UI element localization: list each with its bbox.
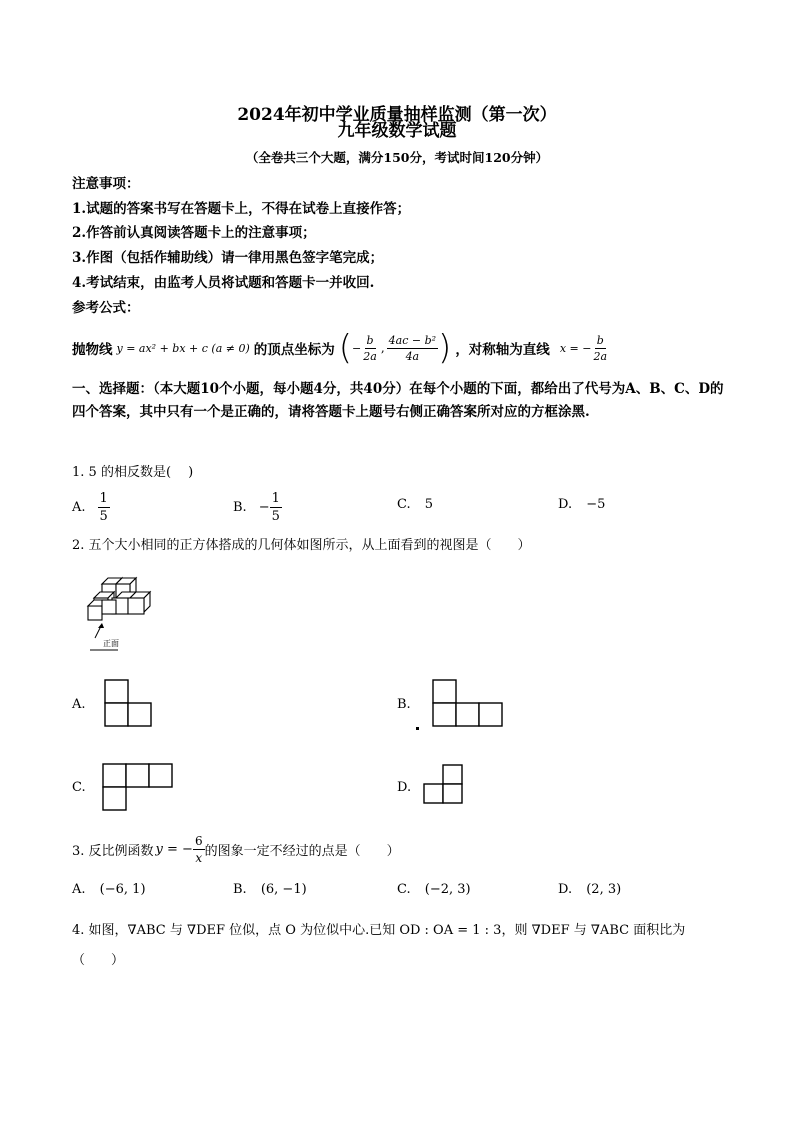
- q2-option-b-label: B.: [397, 697, 411, 712]
- q1-option-c[interactable]: C. 5: [397, 497, 434, 512]
- page-title: 2024年初中学业质量抽样监测（第一次）: [237, 105, 557, 125]
- vertex-x-fraction: $\frac{b}{2a}$: [363, 333, 377, 363]
- q1-option-d[interactable]: D. −5: [558, 497, 606, 512]
- formula-vertex-text: 的顶点坐标为: [253, 342, 335, 358]
- q2-option-a[interactable]: [102, 678, 154, 728]
- q3-option-d[interactable]: D. (2, 3): [558, 882, 622, 897]
- q2-option-c[interactable]: [100, 762, 176, 812]
- exam-info: （全卷共三个大题，满分150分，考试时间120分钟）: [245, 150, 549, 165]
- note-item-4: 4.考试结束，由监考人员将试题和答题卡一并收回.: [72, 275, 375, 291]
- q2-option-b[interactable]: [430, 678, 506, 728]
- paren-left-icon: (: [338, 328, 353, 368]
- q1-a-fraction: $\frac{1}{5}$: [99, 490, 108, 524]
- vertex-y-fraction: $\frac{\text{4ac − b²}}{4a}$: [388, 333, 437, 363]
- stray-dot: [416, 727, 419, 730]
- paren-right-icon: ): [438, 328, 452, 368]
- note-item-3: 3.作图（包括作辅助线）请一律用黑色签字笔完成；: [72, 250, 384, 266]
- q3-option-a[interactable]: A. (−6, 1): [72, 882, 146, 897]
- q2-option-d[interactable]: [422, 763, 466, 805]
- q1-stem: 1. 5 的相反数是( ): [72, 465, 194, 480]
- q4-answer-paren: （ ）: [72, 953, 125, 968]
- q3-option-c[interactable]: C. (−2, 3): [397, 882, 471, 897]
- q4-stem: 4. 如图，∇ABC 与 ∇DEF 位似，点 O 为位似中心.已知 OD : OA = 1 : 3，则 ∇DEF 与 ∇ABC 面积比为: [72, 923, 686, 938]
- notes-heading: 注意事项：: [72, 176, 140, 192]
- reference-formula: 抛物线 y = ax² + bx + c (a ≠ 0) 的顶点坐标为 ( − $\frac{b}{2a}$ , $\frac{\text{4ac − b²}}{4a}$ ) ，对称轴为直线 x = − $\frac{b}{2a}$: [72, 328, 608, 368]
- q3-stem: 3. 反比例函数 y = − $\frac{6}{x}$ 的图象一定不经过的点是（ ）: [72, 833, 400, 865]
- formula-axis-text: ，对称轴为直线: [455, 342, 550, 358]
- formula-parabola: y = ax² + bx + c (a ≠ 0): [116, 341, 250, 355]
- q2-option-c-label: C.: [72, 780, 86, 795]
- section1-instructions: 一、选择题：（本大题10个小题，每小题4分，共40分）在每个小题的下面，都给出了代号为A、B、C、D的四个答案，其中只有一个是正确的，请将答题卡上题号右侧正确答案所对应的方框涂黑.: [72, 381, 724, 420]
- axis-fraction: $\frac{b}{2a}$: [593, 333, 608, 363]
- q3-option-b[interactable]: B. (6, −1): [233, 882, 307, 897]
- q2-cube-figure: [80, 572, 170, 662]
- formula-axis-lhs: x = −: [559, 341, 592, 355]
- note-item-2: 2.作答前认真阅读答题卡上的注意事项；: [72, 225, 316, 241]
- q1-b-fraction: $\frac{1}{5}$: [271, 490, 280, 524]
- q2-option-d-label: D.: [397, 780, 412, 795]
- q3-fraction: $\frac{6}{x}$: [194, 833, 203, 865]
- q2-stem: 2. 五个大小相同的正方体搭成的几何体如图所示，从上面看到的视图是（ ）: [72, 538, 531, 553]
- formula-prefix: 抛物线: [72, 342, 113, 358]
- exam-title: 九年级数学试题: [337, 121, 457, 141]
- formula-heading: 参考公式：: [72, 300, 140, 316]
- q1-option-b[interactable]: B. − $\frac{1}{5}$: [233, 490, 280, 524]
- note-item-1: 1.试题的答案书写在答题卡上，不得在试卷上直接作答；: [72, 201, 411, 217]
- q1-option-a[interactable]: A. $\frac{1}{5}$: [72, 490, 108, 524]
- q2-option-a-label: A.: [72, 697, 86, 712]
- q2-front-label: 正面: [103, 639, 119, 648]
